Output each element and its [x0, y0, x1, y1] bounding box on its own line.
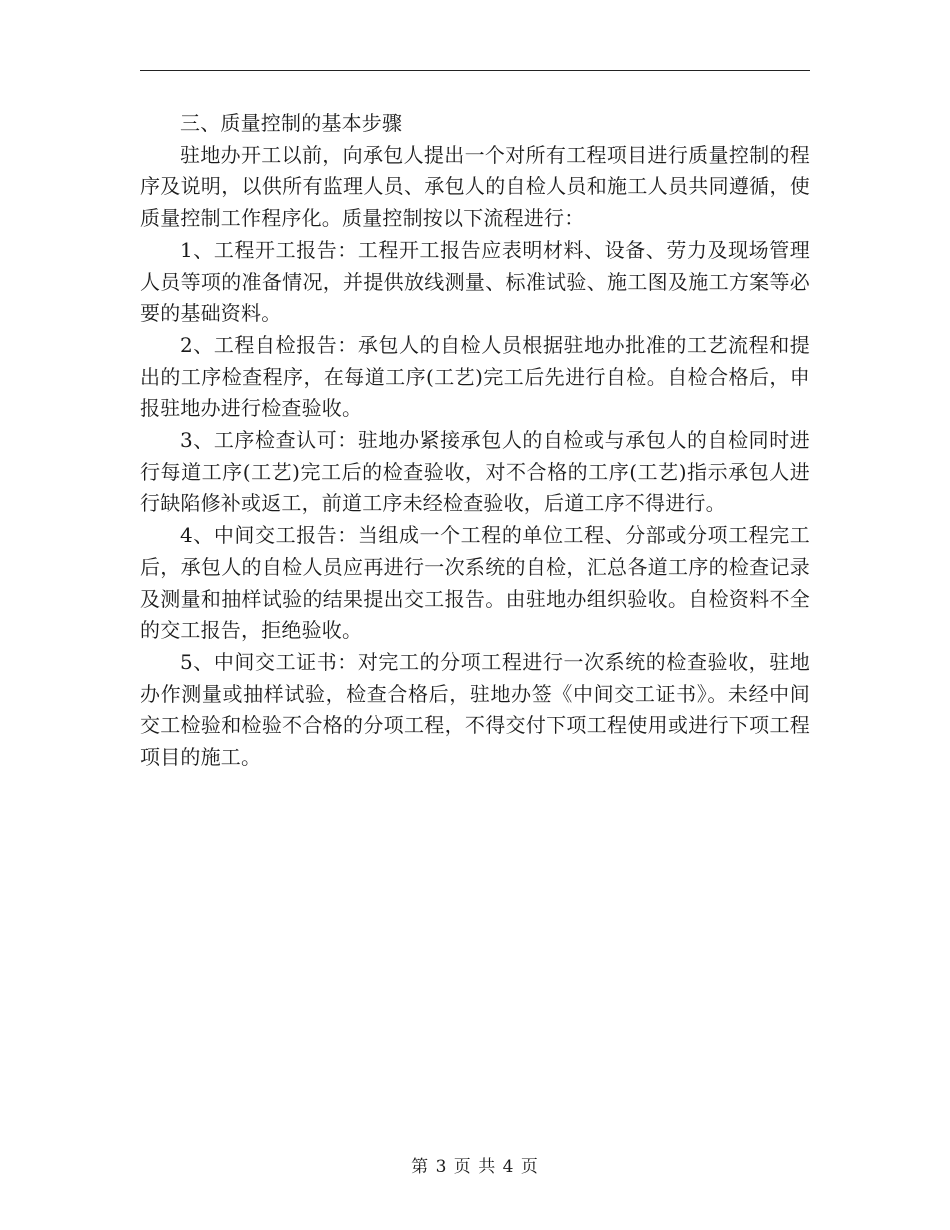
- paragraph-step-5: 5、中间交工证书：对完工的分项工程进行一次系统的检查验收，驻地办作测量或抽样试验，检查合格后，驻地办签《中间交工证书》。未经中间交工检验和检验不合格的分项工程，不得交付下项工程使用或进行下项工程项目的施工。: [140, 649, 810, 770]
- paragraph-step-3: 3、工序检查认可：驻地办紧接承包人的自检或与承包人的自检同时进行每道工序(工艺)完工后的检查验收，对不合格的工序(工艺)指示承包人进行缺陷修补或返工，前道工序未经检查验收，后道工序不得进行。: [140, 428, 810, 516]
- page-number: 第 3 页 共 4 页: [411, 1157, 539, 1177]
- section-heading: 三、质量控制的基本步骤: [180, 111, 403, 135]
- paragraph-intro: 驻地办开工以前，向承包人提出一个对所有工程项目进行质量控制的程序及说明，以供所有监理人员、承包人的自检人员和施工人员共同遵循，使质量控制工作程序化。质量控制按以下流程进行：: [140, 142, 810, 231]
- paragraph-step-2: 2、工程自检报告：承包人的自检人员根据驻地办批准的工艺流程和提出的工序检查程序，在每道工序(工艺)完工后先进行自检。自检合格后，申报驻地办进行检查验收。: [140, 332, 810, 421]
- paragraph-step-4: 4、中间交工报告：当组成一个工程的单位工程、分部或分项工程完工后，承包人的自检人员应再进行一次系统的自检，汇总各道工序的检查记录及测量和抽样试验的结果提出交工报告。由驻地办组织验收。自检资料不全的交工报告，拒绝验收。: [140, 523, 810, 643]
- document-body: [140, 108, 810, 774]
- header-rule: [140, 70, 810, 71]
- paragraph-step-1: 1、工程开工报告：工程开工报告应表明材料、设备、劳力及现场管理人员等项的准备情况，并提供放线测量、标准试验、施工图及施工方案等必要的基础资料。: [140, 237, 810, 326]
